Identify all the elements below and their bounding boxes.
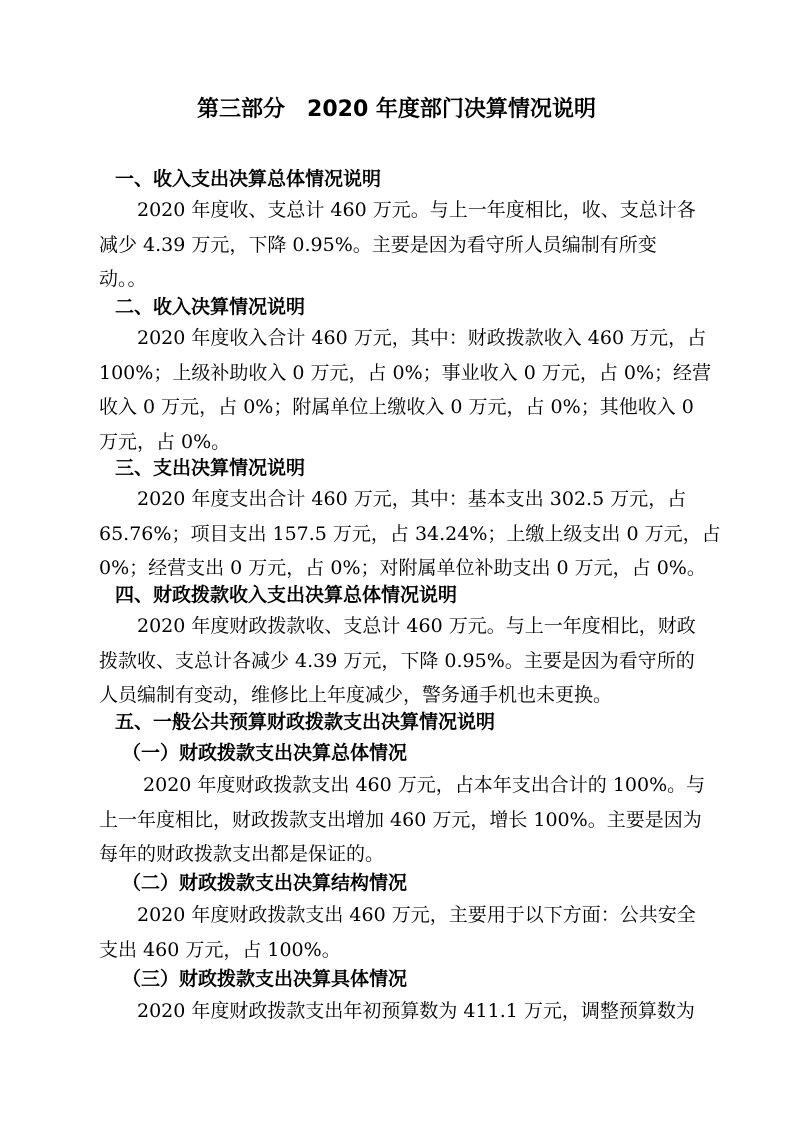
paragraph-line: 2020 年度财政拨款收、支总计 460 万元。与上一年度相比，财政 — [99, 615, 696, 637]
paragraph-line: 2020 年度支出合计 460 万元，其中：基本支出 302.5 万元，占 — [99, 488, 687, 510]
paragraph-line: 2020 年度财政拨款支出 460 万元，主要用于以下方面：公共安全 — [99, 904, 696, 926]
paragraph-line: 2020 年度收入合计 460 万元，其中：财政拨款收入 460 万元，占 — [99, 327, 707, 349]
paragraph-line: 65.76%；项目支出 157.5 万元，占 34.24%；上缴上级支出 0 万元，占 — [99, 522, 721, 545]
paragraph-line: 动。。 — [99, 268, 147, 290]
section-heading-3: 三、支出决算情况说明 — [115, 457, 306, 479]
section-paragraph-1 — [99, 193, 722, 297]
subsection-paragraph-3 — [99, 994, 722, 1029]
subsection-heading-1: （一）财政拨款支出决算总体情况 — [122, 742, 408, 764]
section-heading-4: 四、财政拨款收入支出决算总体情况说明 — [115, 584, 458, 606]
paragraph-line: 支出 460 万元，占 100%。 — [99, 938, 341, 961]
subsection-heading-2: （二）财政拨款支出决算结构情况 — [122, 872, 408, 894]
subsection-paragraph-1 — [99, 768, 722, 872]
paragraph-line: 2020 年度收、支总计 460 万元。与上一年度相比，收、支总计各 — [99, 199, 696, 221]
section-paragraph-2 — [99, 321, 722, 459]
section-paragraph-4 — [99, 609, 722, 713]
paragraph-line: 拨款收、支总计各减少 4.39 万元，下降 0.95%。主要是因为看守所的 — [99, 649, 695, 672]
paragraph-line: 0%；经营支出 0 万元，占 0%；对附属单位补助支出 0 万元，占 0%。 — [99, 557, 706, 579]
paragraph-line: 2020 年度财政拨款支出 460 万元，占本年支出合计的 100%。与 — [99, 774, 706, 796]
subsection-heading-3: （三）财政拨款支出决算具体情况 — [122, 968, 408, 990]
subsection-paragraph-2 — [99, 898, 722, 967]
section-heading-1: 一、收入支出决算总体情况说明 — [115, 168, 382, 190]
section-paragraph-3 — [99, 482, 722, 586]
paragraph-line: 减少 4.39 万元，下降 0.95%。主要是因为看守所人员编制有所变 — [99, 233, 657, 256]
paragraph-line: 每年的财政拨款支出都是保证的。 — [99, 843, 385, 865]
paragraph-line: 上一年度相比，财政拨款支出增加 460 万元，增长 100%。主要是因为 — [99, 808, 702, 831]
paragraph-line: 100%；上级补助收入 0 万元，占 0%；事业收入 0 万元，占 0%；经营 — [99, 361, 712, 384]
paragraph-line: 人员编制有变动，维修比上年度减少，警务通手机也未更换。 — [99, 684, 613, 706]
paragraph-line: 万元，占 0%。 — [99, 430, 231, 453]
page-title: 第三部分 2020 年度部门决算情况说明 — [197, 97, 596, 122]
section-heading-5: 五、一般公共预算财政拨款支出决算情况说明 — [115, 711, 496, 733]
section-heading-2: 二、收入决算情况说明 — [115, 296, 306, 318]
paragraph-line: 2020 年度财政拨款支出年初预算数为 411.1 万元，调整预算数为 — [99, 1000, 695, 1022]
paragraph-line: 收入 0 万元，占 0%；附属单位上缴收入 0 万元，占 0%；其他收入 0 — [99, 396, 694, 418]
